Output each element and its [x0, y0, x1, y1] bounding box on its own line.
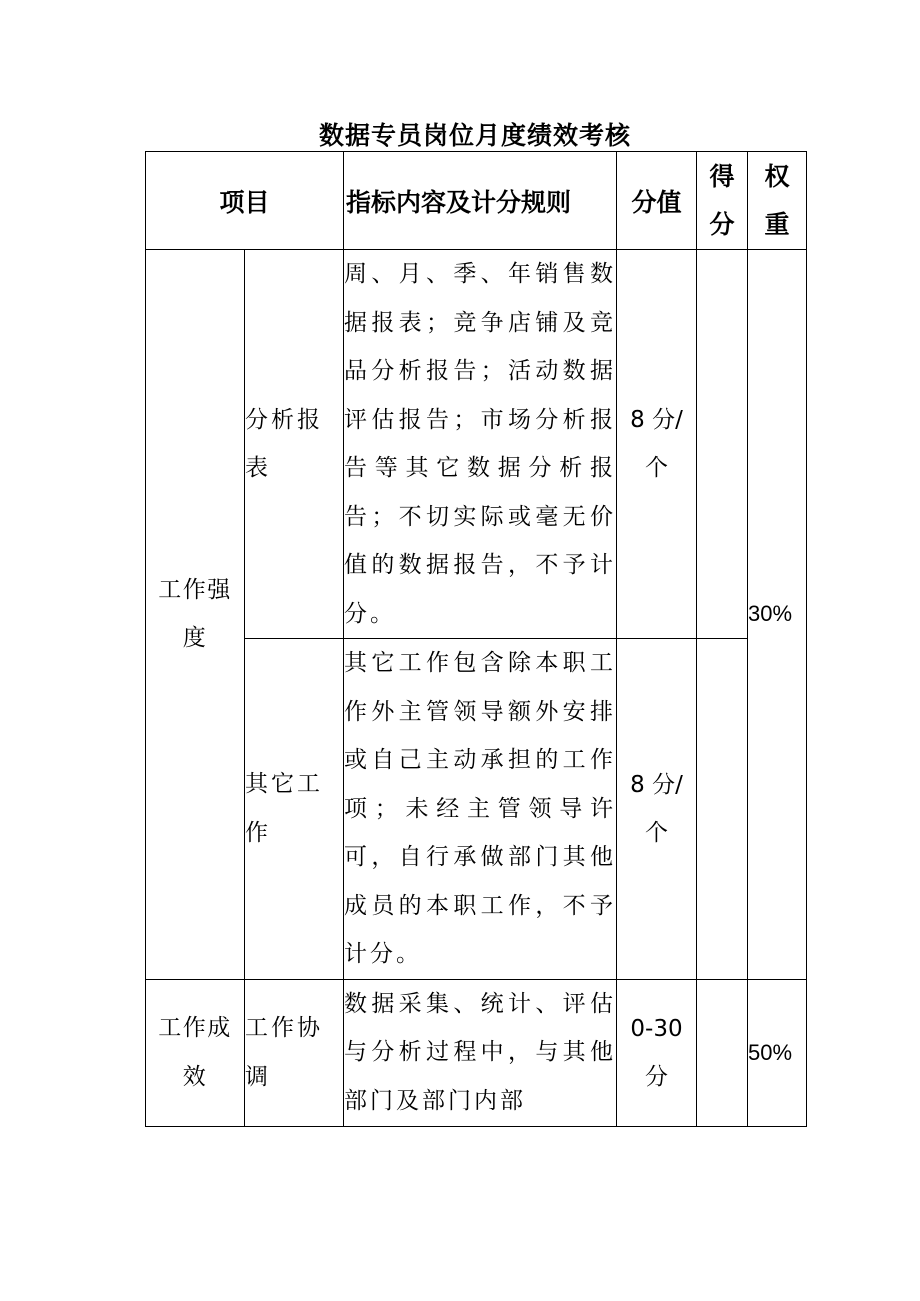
header-got-line2: 分	[709, 209, 735, 239]
score-line1: 0-30	[630, 1015, 683, 1042]
weight-cell: 50%	[748, 979, 807, 1126]
subitem-cell: 工作协调	[245, 979, 344, 1126]
header-weight-line2: 重	[764, 209, 790, 239]
got-score-cell	[697, 639, 748, 980]
table-row	[146, 250, 807, 639]
header-rule: 指标内容及计分规则	[344, 152, 617, 250]
score-line2: 分	[645, 1063, 668, 1090]
category-cell: 工作强度	[146, 250, 245, 980]
score-cell	[617, 979, 697, 1126]
got-score-cell	[697, 979, 748, 1126]
weight-cell: 30%	[748, 250, 807, 980]
score-line1: 8 分/	[630, 407, 683, 433]
rule-cell: 数据采集、统计、评估与分析过程中，与其他部门及部门内部	[344, 979, 617, 1126]
rule-cell: 周、月、季、年销售数据报表；竞争店铺及竞品分析报告；活动数据评估报告；市场分析报告等其它数据分析报告；不切实际或毫无价值的数据报告，不予计分。	[344, 250, 617, 639]
subitem-cell: 分析报表	[245, 250, 344, 639]
score-line2: 个	[645, 819, 668, 846]
score-cell	[617, 639, 697, 980]
rule-cell: 其它工作包含除本职工作外主管领导额外安排或自己主动承担的工作项；未经主管领导许可，自行承做部门其他成员的本职工作，不予计分。	[344, 639, 617, 980]
score-line2: 个	[645, 455, 668, 481]
table-row	[146, 979, 807, 1126]
subitem-cell: 其它工作	[245, 639, 344, 980]
got-score-cell	[697, 250, 748, 639]
table-header-row	[146, 152, 807, 250]
header-score-value: 分值	[617, 152, 697, 250]
header-weight-line1: 权	[764, 161, 790, 191]
performance-table	[145, 151, 807, 1127]
score-cell	[617, 250, 697, 639]
score-line1: 8 分/	[630, 771, 683, 798]
table-row	[146, 639, 807, 980]
header-item: 项目	[146, 152, 344, 250]
header-got-line1: 得	[709, 161, 735, 191]
header-weight	[748, 152, 807, 250]
document-title: 数据专员岗位月度绩效考核	[318, 121, 631, 150]
header-got	[697, 152, 748, 250]
category-cell: 工作成效	[146, 979, 245, 1126]
